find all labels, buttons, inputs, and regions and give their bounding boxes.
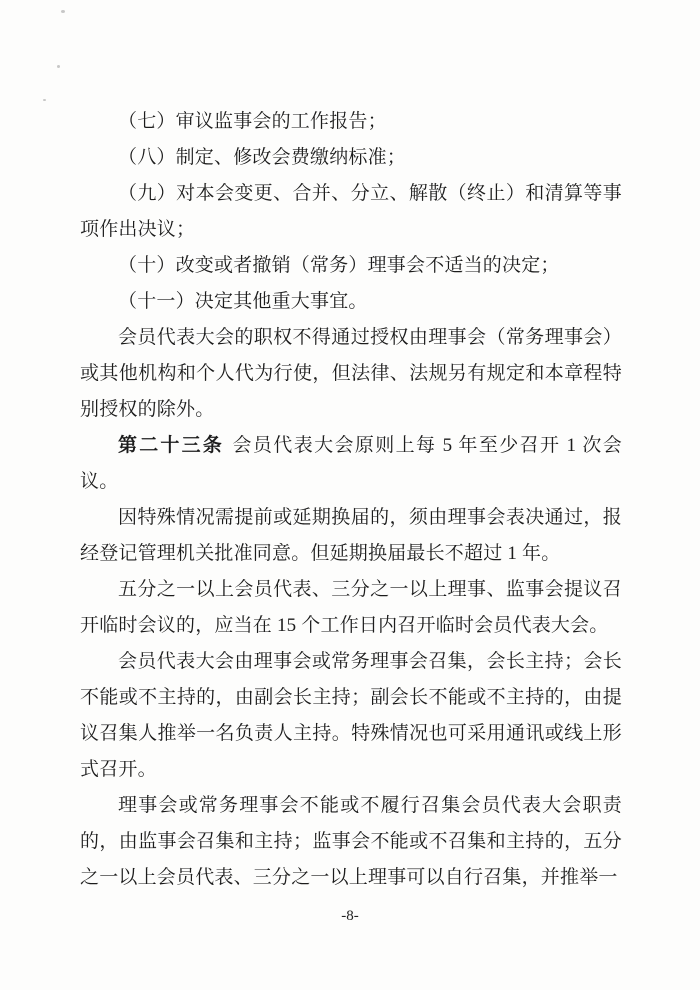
scan-artifact-speck xyxy=(57,65,60,68)
paragraph-interim-meeting: 五分之一以上会员代表、三分之一以上理事、监事会提议召开临时会议的，应当在 15 个工作日内召开临时会员代表大会。 xyxy=(80,579,622,636)
clause-item-11: （十一）决定其他重大事宜。 xyxy=(118,291,368,312)
article-23-text: 会员代表大会原则上每 5 年至少召开 1 次会议。 xyxy=(80,435,622,492)
clause-item-7: （七）审议监事会的工作报告； xyxy=(118,111,387,132)
paragraph-convene-preside: 会员代表大会由理事会或常务理事会召集，会长主持；会长不能或不主持的，由副会长主持；副会长不能或不主持的，由提议召集人推举一名负责人主持。特殊情况也可采用通讯或线上形式召开。 xyxy=(80,651,622,780)
paragraph-failure-to-convene: 理事会或常务理事会不能或不履行召集会员代表大会职责的，由监事会召集和主持；监事会不能或不召集和主持的，五分之一以上会员代表、三分之一以上理事可以自行召集，并推举一 xyxy=(80,795,622,888)
paragraph-term-change: 因特殊情况需提前或延期换届的，须由理事会表决通过，报经登记管理机关批准同意。但延期换届最长不超过 1 年。 xyxy=(80,507,622,564)
page-number: -8- xyxy=(341,908,359,924)
paragraph-article-23 xyxy=(80,428,622,500)
paragraph-delegation-restriction: 会员代表大会的职权不得通过授权由理事会（常务理事会）或其他机构和个人代为行使，但法律、法规另有规定和本章程特别授权的除外。 xyxy=(80,327,622,420)
article-number: 第二十三条 xyxy=(118,435,224,456)
page-footer xyxy=(0,908,700,925)
document-body xyxy=(80,104,622,896)
scan-artifact-speck xyxy=(43,99,46,101)
clause-item-9: （九）对本会变更、合并、分立、解散（终止）和清算等事项作出决议； xyxy=(80,183,622,240)
scan-artifact-speck xyxy=(61,10,65,13)
clause-item-8: （八）制定、修改会费缴纳标准； xyxy=(118,147,407,168)
clause-item-10: （十）改变或者撤销（常务）理事会不适当的决定； xyxy=(118,255,560,276)
